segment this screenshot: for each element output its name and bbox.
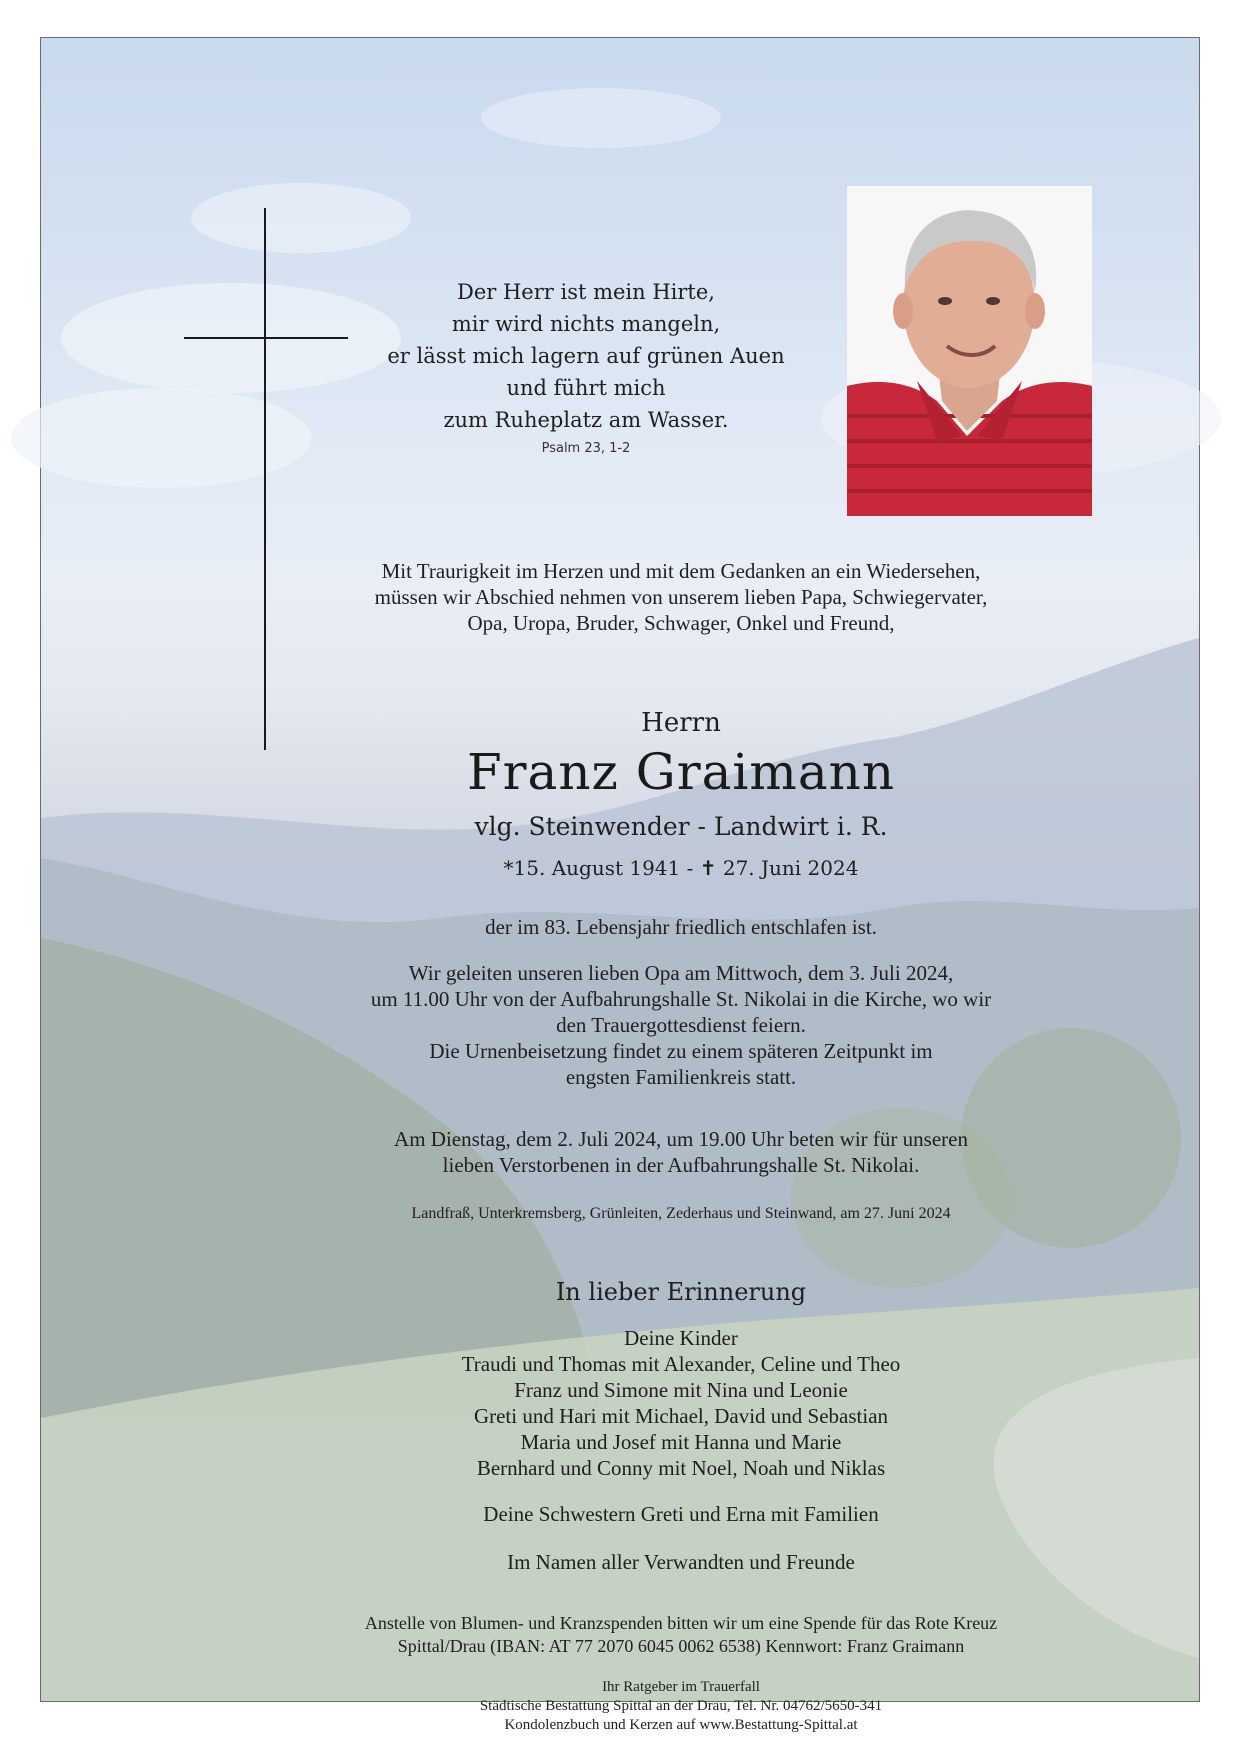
- children-line: Traudi und Thomas mit Alexander, Celine und Theo: [461, 1352, 901, 1376]
- portrait-photo: [847, 186, 1092, 516]
- funeral-line: den Trauergottesdienst feiern.: [556, 1013, 806, 1037]
- siblings-line: Deine Schwestern Greti und Erna mit Familien: [483, 1502, 879, 1526]
- salutation: Herrn: [641, 708, 721, 738]
- cross-horizontal: [184, 337, 348, 339]
- cross-vertical: [264, 208, 266, 750]
- donation-line: Spittal/Drau (IBAN: AT 77 2070 6045 0062 6538) Kennwort: Franz Graimann: [397, 1636, 965, 1656]
- age-line: der im 83. Lebensjahr friedlich entschlafen ist.: [485, 915, 877, 939]
- life-dates: *15. August 1941 - ✝ 27. Juni 2024: [503, 856, 859, 880]
- intro-text: [261, 558, 1101, 636]
- psalm-verse: [361, 276, 811, 436]
- children-line: Deine Kinder: [624, 1326, 738, 1350]
- footer-line: Kondolenzbuch und Kerzen auf www.Bestattung-Spittal.at: [504, 1717, 858, 1733]
- psalm-reference: Psalm 23, 1-2: [541, 441, 631, 456]
- prayer-line: Am Dienstag, dem 2. Juli 2024, um 19.00 Uhr beten wir für unseren: [394, 1127, 968, 1151]
- deceased-name: Franz Graimann: [466, 743, 896, 801]
- psalm-line: Der Herr ist mein Hirte,: [457, 280, 715, 304]
- intro-line: müssen wir Abschied nehmen von unserem lieben Papa, Schwiegervater,: [374, 585, 988, 609]
- place-date: Landfraß, Unterkremsberg, Grünleiten, Zederhaus und Steinwand, am 27. Juni 2024: [411, 1205, 951, 1222]
- psalm-line: er lässt mich lagern auf grünen Auen: [387, 344, 785, 368]
- children-line: Maria und Josef mit Hanna und Marie: [520, 1430, 842, 1454]
- intro-line: Mit Traurigkeit im Herzen und mit dem Gedanken an ein Wiedersehen,: [381, 559, 981, 583]
- psalm-line: und führt mich: [506, 376, 666, 400]
- funeral-line: Die Urnenbeisetzung findet zu einem späteren Zeitpunkt im: [429, 1039, 933, 1063]
- children-line: Franz und Simone mit Nina und Leonie: [514, 1378, 848, 1402]
- deceased-subtitle: vlg. Steinwender - Landwirt i. R.: [474, 812, 888, 841]
- memory-heading: In lieber Erinnerung: [555, 1278, 807, 1306]
- footer-line: Städtische Bestattung Spittal an der Drau, Tel. Nr. 04762/5650-341: [479, 1698, 883, 1714]
- donation-line: Anstelle von Blumen- und Kranzspenden bitten wir um eine Spende für das Rote Kreuz: [364, 1613, 998, 1633]
- children-list: [261, 1325, 1101, 1481]
- psalm-line: zum Ruheplatz am Wasser.: [443, 408, 729, 432]
- intro-line: Opa, Uropa, Bruder, Schwager, Onkel und Freund,: [467, 611, 895, 635]
- prayer-line: lieben Verstorbenen in der Aufbahrungshalle St. Nikolai.: [442, 1153, 920, 1177]
- footer-line: Ihr Ratgeber im Trauerfall: [602, 1679, 760, 1695]
- funeral-home-footer: [341, 1678, 1021, 1735]
- relatives-line: Im Namen aller Verwandten und Freunde: [507, 1550, 855, 1574]
- psalm-line: mir wird nichts mangeln,: [451, 312, 721, 336]
- obituary-card: [40, 37, 1200, 1733]
- funeral-text: [261, 960, 1101, 1090]
- children-line: Greti und Hari mit Michael, David und Sebastian: [473, 1404, 889, 1428]
- funeral-line: engsten Familienkreis statt.: [565, 1065, 797, 1089]
- prayer-text: [261, 1126, 1101, 1178]
- funeral-line: Wir geleiten unseren lieben Opa am Mittwoch, dem 3. Juli 2024,: [408, 961, 954, 985]
- donation-text: [261, 1612, 1101, 1658]
- funeral-line: um 11.00 Uhr von der Aufbahrungshalle St. Nikolai in die Kirche, wo wir: [370, 987, 992, 1011]
- children-line: Bernhard und Conny mit Noel, Noah und Niklas: [476, 1456, 886, 1480]
